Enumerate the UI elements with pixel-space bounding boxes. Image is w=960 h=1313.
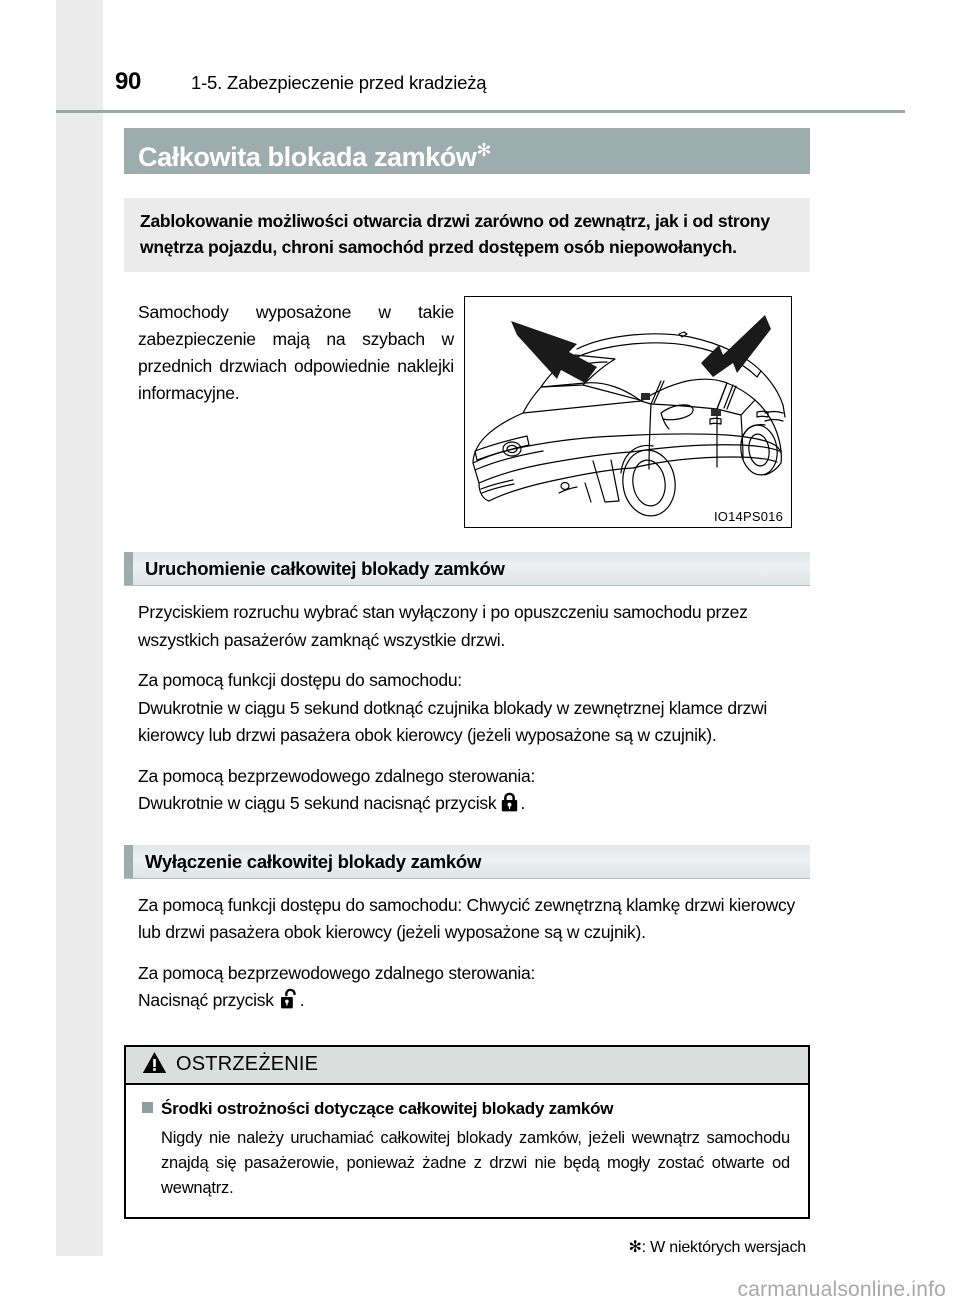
running-head xyxy=(103,68,848,108)
deactivate-para2-line2: Nacisnąć przycisk xyxy=(138,990,274,1010)
page-edge-strip xyxy=(56,0,103,1256)
activate-paragraph-3 xyxy=(124,763,810,821)
warning-triangle-icon xyxy=(142,1051,167,1079)
activate-para2-line2: Dwukrotnie w ciągu 5 sekund dotknąć czujnika blokady w zewnętrznej klamce drzwi kierowcy lub drzwi pasażera obok kierowcy (jeżeli wyposażone są w czujnik). xyxy=(138,697,768,745)
lock-open-icon xyxy=(279,988,298,1018)
lead-paragraph: Zablokowanie możliwości otwarcia drzwi zarówno od zewnątrz, jak i od strony wnętrza pojazdu, chroni samochód przed dostępem osób niepowołanych. xyxy=(124,198,810,272)
warning-header xyxy=(126,1047,808,1085)
activate-para3-line2-after: . xyxy=(520,793,525,813)
intro-figure-row xyxy=(124,296,810,528)
subsection-accent-bar xyxy=(124,845,133,878)
vehicle-illustration xyxy=(465,297,790,526)
deactivate-paragraph-2 xyxy=(124,960,810,1018)
section-title-bar xyxy=(124,128,810,174)
deactivate-para2-line2-after: . xyxy=(299,990,305,1010)
illustration-column xyxy=(464,296,792,528)
header-rule xyxy=(56,110,905,113)
warning-item-text: Nigdy nie należy uruchamiać całkowitej blokady zamków, jeżeli wewnątrz samochodu znajdą się pasażerowie, ponieważ żadne z drzwi nie będą mogły zostać otwarte od wewnątrz. xyxy=(161,1128,790,1197)
activate-para2-line1: Za pomocą funkcji dostępu do samochodu: xyxy=(138,670,462,690)
lock-closed-icon xyxy=(501,792,518,821)
chapter-title: 1-5. Zabezpieczenie przed kradzieżą xyxy=(191,72,487,93)
activate-paragraph-2 xyxy=(124,667,810,750)
activate-para3-line2: Dwukrotnie w ciągu 5 sekund nacisnąć przycisk xyxy=(138,793,497,813)
intro-paragraph: Samochody wyposażone w takie zabezpieczenie mają na szybach w przednich drzwiach odpowiednie naklejki informacyjne. xyxy=(138,302,454,403)
deactivate-paragraph-1: Za pomocą funkcji dostępu do samochodu: Chwycić zewnętrzną klamkę drzwi kierowcy lub drzwi pasażera obok kierowcy (jeżeli wyposażone są w czujnik). xyxy=(138,894,795,942)
activate-paragraph-1: Przyciskiem rozruchu wybrać stan wyłączony i po opuszczeniu samochodu przez wszystkich pasażerów zamknąć wszystkie drzwi. xyxy=(138,602,748,650)
warning-label: OSTRZEŻENIE xyxy=(176,1053,319,1075)
callout-arrows xyxy=(511,315,771,383)
activate-para3-line1: Za pomocą bezprzewodowego zdalnego sterowania: xyxy=(138,765,536,786)
figure-code: IO14PS016 xyxy=(713,509,783,524)
section-title: Całkowita blokada zamków xyxy=(138,142,477,172)
page-footnote: ✻: W niektórych wersjach xyxy=(628,1238,806,1256)
section-title-footnote-marker: ✻ xyxy=(476,140,492,160)
warning-item-title-row xyxy=(142,1097,790,1121)
bullet-square-icon xyxy=(142,1102,153,1113)
subsection-header-activate xyxy=(124,552,810,586)
subsection-title-activate: Uruchomienie całkowitej blokady zamków xyxy=(145,558,505,579)
warning-box xyxy=(124,1045,810,1219)
subsection-title-deactivate: Wyłączenie całkowitej blokady zamków xyxy=(145,850,482,872)
site-watermark: carmanualsonline.info xyxy=(737,1278,946,1301)
subsection-accent-bar xyxy=(124,552,133,585)
page-number: 90 xyxy=(115,68,142,95)
deactivate-para2-line1: Za pomocą bezprzewodowego zdalnego sterowania: xyxy=(138,962,536,983)
subsection-header-deactivate xyxy=(124,845,810,879)
vehicle-illustration-frame xyxy=(464,296,792,528)
warning-body xyxy=(126,1085,808,1217)
page-content xyxy=(124,128,810,1257)
warning-item-title: Środki ostrożności dotyczące całkowitej blokady zamków xyxy=(161,1098,614,1118)
